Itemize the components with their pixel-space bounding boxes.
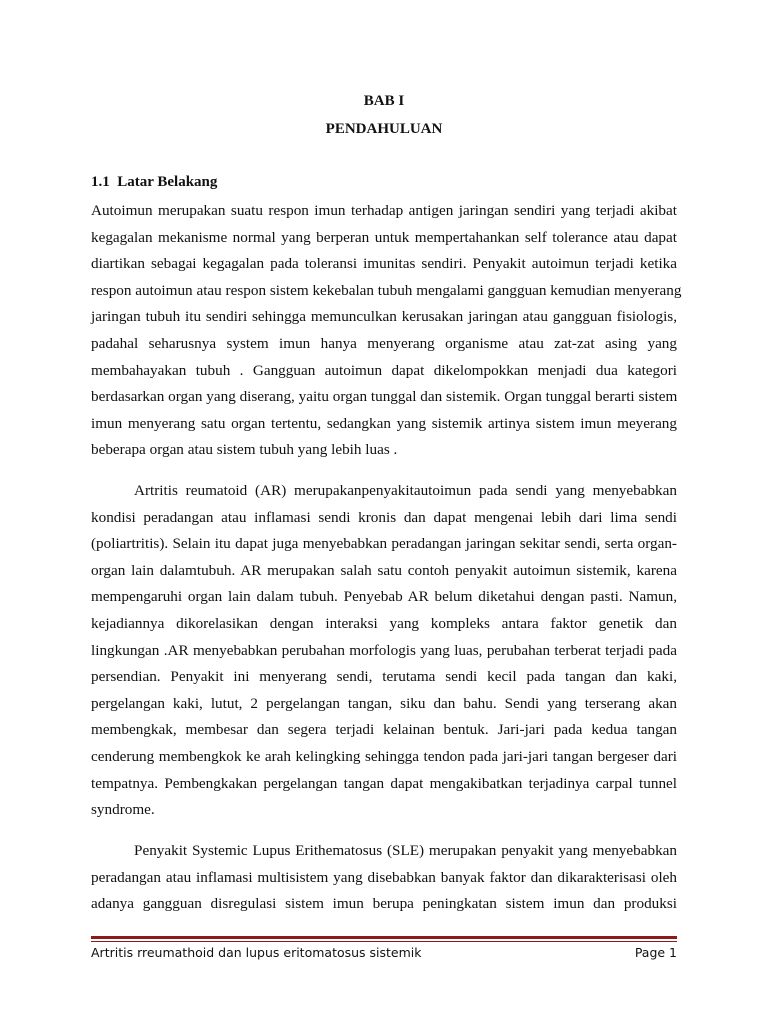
paragraph-line: pergelangan kaki, lutut, 2 pergelangan tangan, siku dan bahu. Sendi yang terserang akan — [91, 694, 677, 712]
paragraph-line: tempatnya. Pembengkakan pergelangan tangan dapat mengakibatkan terjadinya carpal tunnel — [91, 774, 677, 792]
paragraph-line: membengkak, membesar dan segera terjadi kelainan bentuk. Jari-jari pada kedua tangan — [91, 721, 677, 739]
paragraph-line: Penyakit Systemic Lupus Erithematosus (SLE) merupakan penyakit yang menyebabkan — [134, 842, 677, 859]
paragraph-line: berdasarkan organ yang diserang, yaitu organ tunggal dan sistemik. Organ tunggal berarti sistem — [91, 388, 678, 406]
paragraph-line: kegagalan mekanisme normal yang berperan untuk mempertahankan self tolerance atau dapat — [91, 228, 677, 246]
paragraph-line: organ lain dalamtubuh. AR merupakan salah satu contoh penyakit autoimun sistemik, karena — [91, 561, 677, 579]
paragraph-line: (poliartritis). Selain itu dapat juga menyebabkan peradangan jaringan sekitar sendi, serta organ- — [91, 535, 677, 553]
footer-divider-thick — [91, 936, 677, 939]
paragraph-line: beberapa organ atau sistem tubuh yang lebih luas . — [91, 441, 398, 459]
footer-page-number: Page 1 — [634, 945, 677, 960]
paragraph-line: membahayakan tubuh . Gangguan autoimun dapat dikelompokkan menjadi dua kategori — [91, 361, 677, 379]
paragraph-line: mempengaruhi organ lain dalam tubuh. Penyebab AR belum diketahui dengan pasti. Namun, — [91, 588, 677, 606]
paragraph-line: diartikan sebagai kegagalan pada toleransi imunitas sendiri. Penyakit autoimun terjadi ketika — [91, 255, 677, 273]
paragraph-line: syndrome. — [91, 801, 155, 819]
paragraph-line: lingkungan .AR menyebabkan perubahan morfologis yang luas, perubahan terberat terjadi pada — [91, 641, 677, 659]
paragraph-line: kejadiannya dikorelasikan dengan interaksi yang kompleks antara faktor genetik dan — [91, 614, 677, 632]
paragraph-line: cenderung membengkok ke arah kelingking sehingga tendon pada jari-jari tangan bergeser dari — [91, 747, 677, 765]
paragraph-line: Autoimun merupakan suatu respon imun terhadap antigen jaringan sendiri yang terjadi akibat — [91, 202, 677, 219]
paragraph-line: jaringan tubuh itu sendiri sehingga memunculkan kerusakan jaringan atau gangguan fisiologis, — [91, 308, 677, 326]
paragraph-line: adanya gangguan disregulasi sistem imun berupa peningkatan sistem imun dan produksi — [91, 895, 677, 913]
chapter-number: BAB I — [363, 93, 405, 109]
footer-document-title: Artritis rreumathoid dan lupus eritomatosus sistemik — [91, 945, 422, 960]
chapter-title: PENDAHULUAN — [325, 121, 443, 137]
paragraph-2 — [91, 478, 677, 824]
paragraph-line: Artritis reumatoid (AR) merupakanpenyakitautoimun pada sendi yang menyebabkan — [134, 482, 677, 499]
section-heading: 1.1 Latar Belakang — [91, 174, 218, 190]
paragraph-1 — [91, 198, 682, 464]
paragraph-line: peradangan atau inflamasi multisistem yang disebabkan banyak faktor dan dikarakterisasi oleh — [91, 868, 677, 886]
paragraph-3 — [91, 838, 677, 918]
paragraph-line: imun menyerang satu organ tertentu, sedangkan yang sistemik artinya sistem imun meyerang — [91, 414, 677, 432]
paragraph-line: kondisi peradangan atau inflamasi sendi kronis dan dapat mengenai lebih dari lima sendi — [91, 508, 677, 526]
paragraph-line: respon autoimun atau respon sistem kekebalan tubuh mengalami gangguan kemudian menyerang — [91, 281, 682, 299]
paragraph-line: padahal seharusnya system imun hanya menyerang organisme atau zat-zat asing yang — [91, 334, 677, 352]
footer-divider-thin — [91, 941, 677, 942]
paragraph-line: persendian. Penyakit ini menyerang sendi, terutama sendi kecil pada tangan dan kaki, — [91, 668, 677, 686]
